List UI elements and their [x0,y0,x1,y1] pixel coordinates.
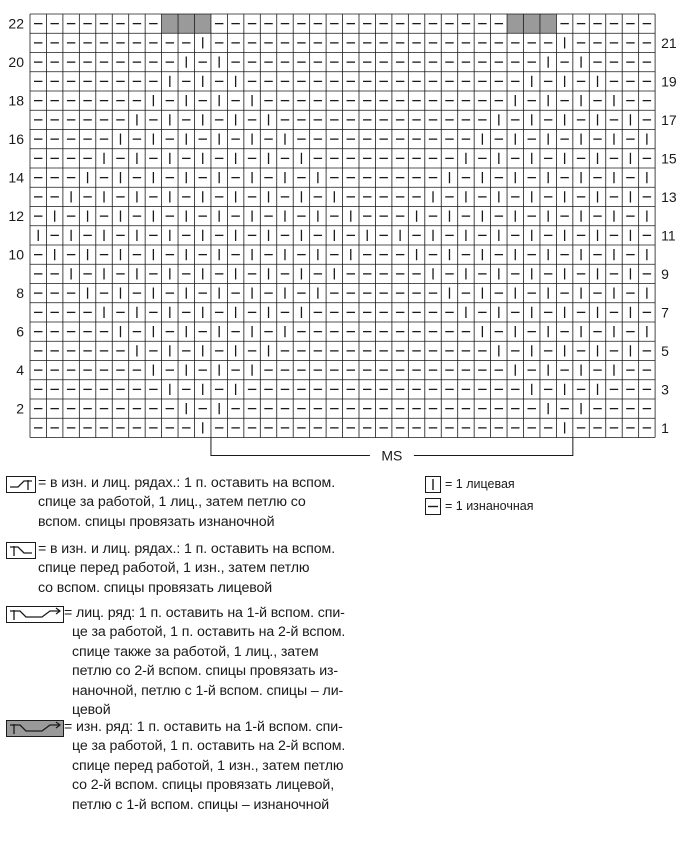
row-number-right: 3 [661,381,669,398]
legend-line: = в изн. и лиц. рядах.: 1 п. оставить на вспом. [38,475,336,491]
knit-icon [425,476,441,498]
purl-icon [425,498,441,520]
legend-line: петлю со 2-й вспом. спицы провязать из- [72,663,339,680]
legend-item-cross-3-ws [64,718,409,815]
row-number-right: 11 [661,227,676,244]
row-number-right: 9 [661,265,669,282]
legend-item-cross-2-left [38,474,410,532]
legend-line: спице также за работой, 1 лиц., затем [72,643,319,660]
legend-line: спице перед работой, 1 изн., затем петлю [38,560,310,577]
legend-line: = в изн. и лиц. рядах.: 1 п. оставить на вспом. [38,541,336,557]
row-number-right: 17 [661,111,677,128]
row-number-left: 8 [16,285,24,302]
repeat-label: MS [381,447,403,464]
cross-2-right-icon [6,542,36,564]
row-number-right: 7 [661,304,669,321]
cable-cross-shaded [162,14,211,33]
row-number-right: 19 [661,73,677,90]
legend-line: спице перед работой, 1 изн., затем петлю [72,757,344,774]
row-number-left: 2 [16,400,24,417]
legend-line: цевой [72,702,111,719]
cross-3-ws-icon [6,720,64,742]
legend-line: со вспом. спицы провязать лицевой [38,579,273,596]
legend-line: наночной, петлю с 1-й вспом. спицы – ли- [72,682,344,699]
row-number-left: 20 [8,54,24,71]
row-number-left: 14 [8,169,24,186]
row-number-left: 16 [8,131,24,148]
key-label-purl: = 1 изнаночная [445,499,534,513]
row-number-right: 5 [661,342,669,359]
legend-line: спице за работой, 1 лиц., затем петлю со [38,494,306,511]
row-number-left: 22 [8,15,24,32]
legend-line: це за работой, 1 п. оставить на 2-й вспом. [72,624,346,641]
legend-line: = лиц. ряд: 1 п. оставить на 1-й вспом. спи- [64,605,345,621]
cross-3-rs-icon [6,606,64,628]
row-number-left: 6 [16,323,24,340]
legend-line: со 2-й вспом. спицы провязать лицевой, [72,777,335,794]
legend-line: петлю с 1-й вспом. спицы – изнаночной [72,796,330,813]
legend-item-cross-2-right [38,540,410,598]
row-number-left: 10 [8,246,24,263]
legend-line: це за работой, 1 п. оставить на 2-й вспом. [72,738,346,755]
row-number-left: 4 [16,362,24,379]
legend-line: вспом. спицы провязать изнаночной [38,513,275,530]
cross-2-left-icon [6,476,36,498]
cable-cross-shaded [507,14,556,33]
row-number-right: 13 [661,188,677,205]
legend-item-cross-3-rs [64,604,409,720]
row-number-right: 15 [661,150,677,167]
row-number-right: 1 [661,419,669,436]
key-label-knit: = 1 лицевая [445,477,515,491]
row-number-left: 12 [8,208,24,225]
row-number-left: 18 [8,92,24,109]
legend-line: = изн. ряд: 1 п. оставить на 1-й вспом. спи- [64,719,343,735]
row-number-right: 21 [661,34,677,51]
